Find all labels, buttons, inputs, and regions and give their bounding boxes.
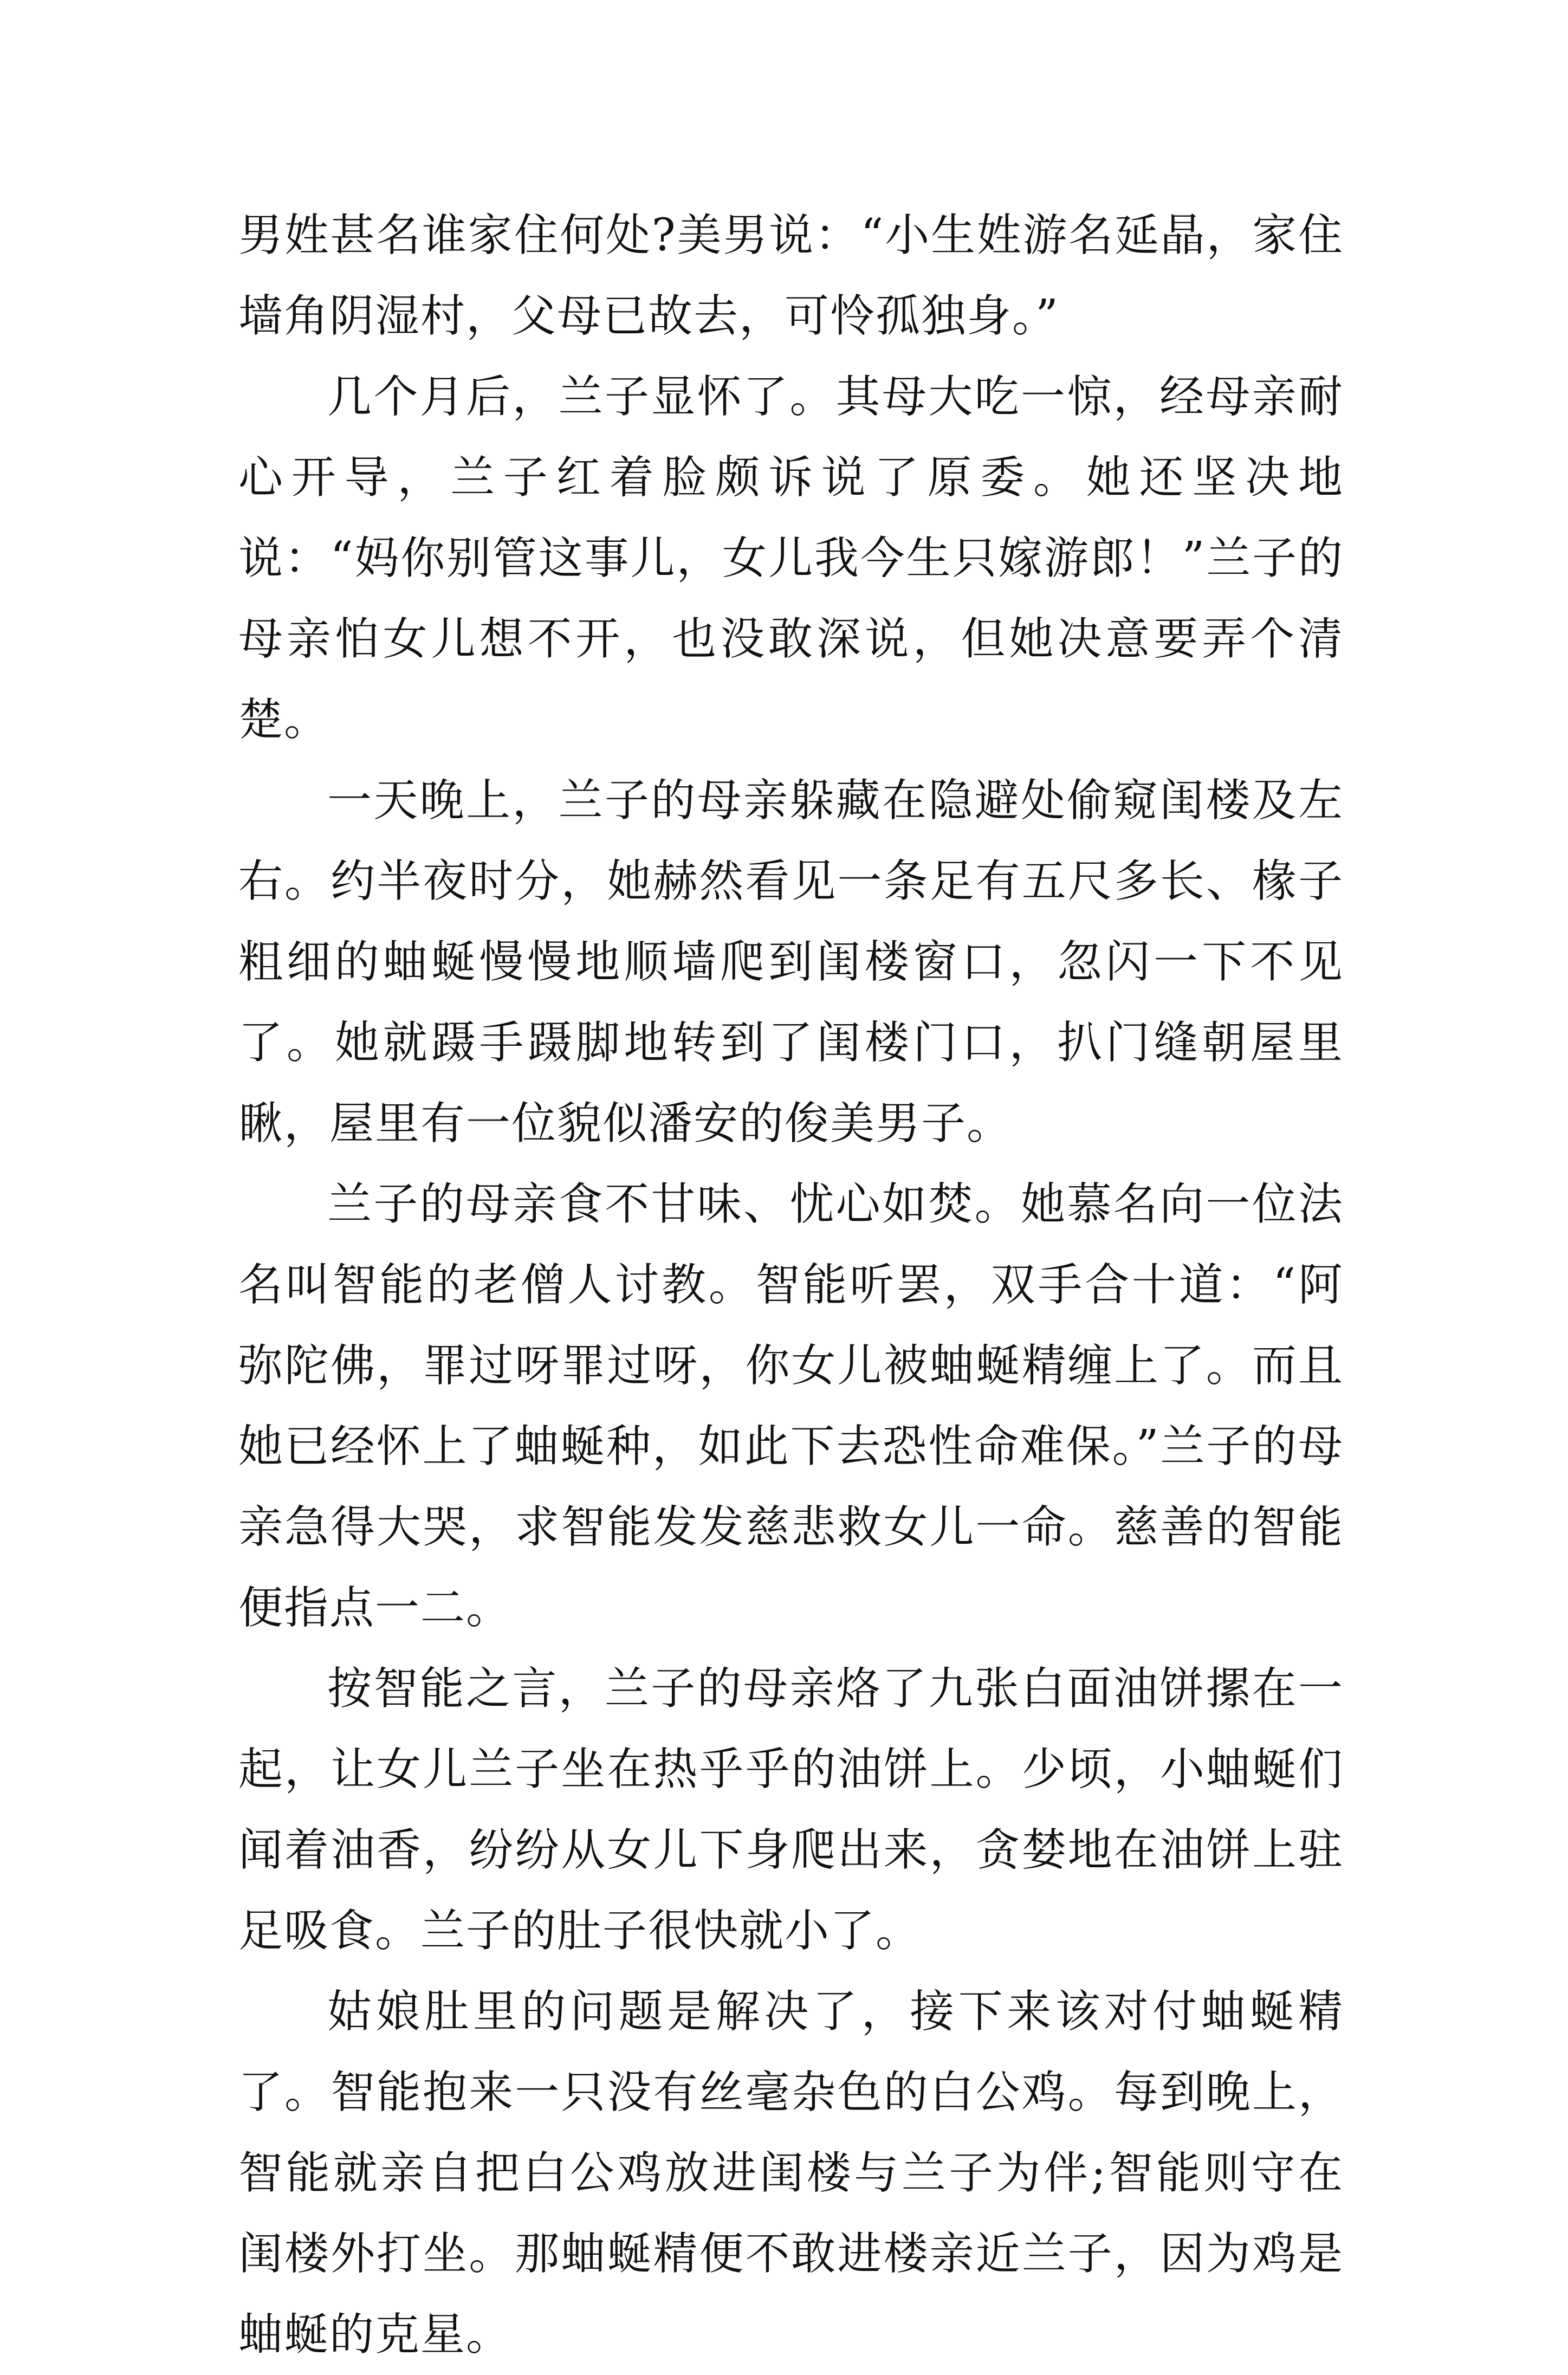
paragraph-1: 男姓甚名谁家住何处?美男说：“小生姓游名延晶，家住墙角阴湿村，父母已故去，可怜孤独身。” <box>238 210 1344 342</box>
paragraph-2: 几个月后，兰子显怀了。其母大吃一惊，经母亲耐心开导，兰子红着脸颇诉说了原委。她还坚决地说：“妈你别管这事儿，女儿我今生只嫁游郎！”兰子的母亲怕女儿想不开，也没敢深说，但她决意要弄个清楚。 <box>238 371 1344 746</box>
paragraph-6: 姑娘肚里的问题是解决了，接下来该对付蚰蜒精了。智能抱来一只没有丝毫杂色的白公鸡。每到晚上，智能就亲自把白公鸡放进闺楼与兰子为伴;智能则守在闺楼外打坐。那蚰蜒精便不敢进楼亲近兰子，因为鸡是蚰蜒的克星。 <box>238 1986 1344 2360</box>
paragraph-5: 按智能之言，兰子的母亲烙了九张白面油饼摞在一起，让女儿兰子坐在热乎乎的油饼上。少顷，小蚰蜒们闻着油香，纷纷从女儿下身爬出来，贪婪地在油饼上驻足吸食。兰子的肚子很快就小了。 <box>238 1663 1344 1957</box>
paragraph-4: 兰子的母亲食不甘味、忧心如焚。她慕名向一位法名叫智能的老僧人讨教。智能听罢，双手合十道：“阿弥陀佛，罪过呀罪过呀，你女儿被蚰蜒精缠上了。而且她已经怀上了蚰蜒种，如此下去恐性命难保。”兰子的母亲急得大哭，求智能发发慈悲救女儿一命。慈善的智能便指点一二。 <box>238 1179 1344 1634</box>
paragraph-3: 一天晚上，兰子的母亲躲藏在隐避处偷窥闺楼及左右。约半夜时分，她赫然看见一条足有五尺多长、椽子粗细的蚰蜒慢慢地顺墙爬到闺楼窗口，忽闪一下不见了。她就蹑手蹑脚地转到了闺楼门口，扒门缝朝屋里瞅，屋里有一位貌似潘安的俊美男子。 <box>238 775 1344 1149</box>
body-text <box>238 195 1344 2375</box>
